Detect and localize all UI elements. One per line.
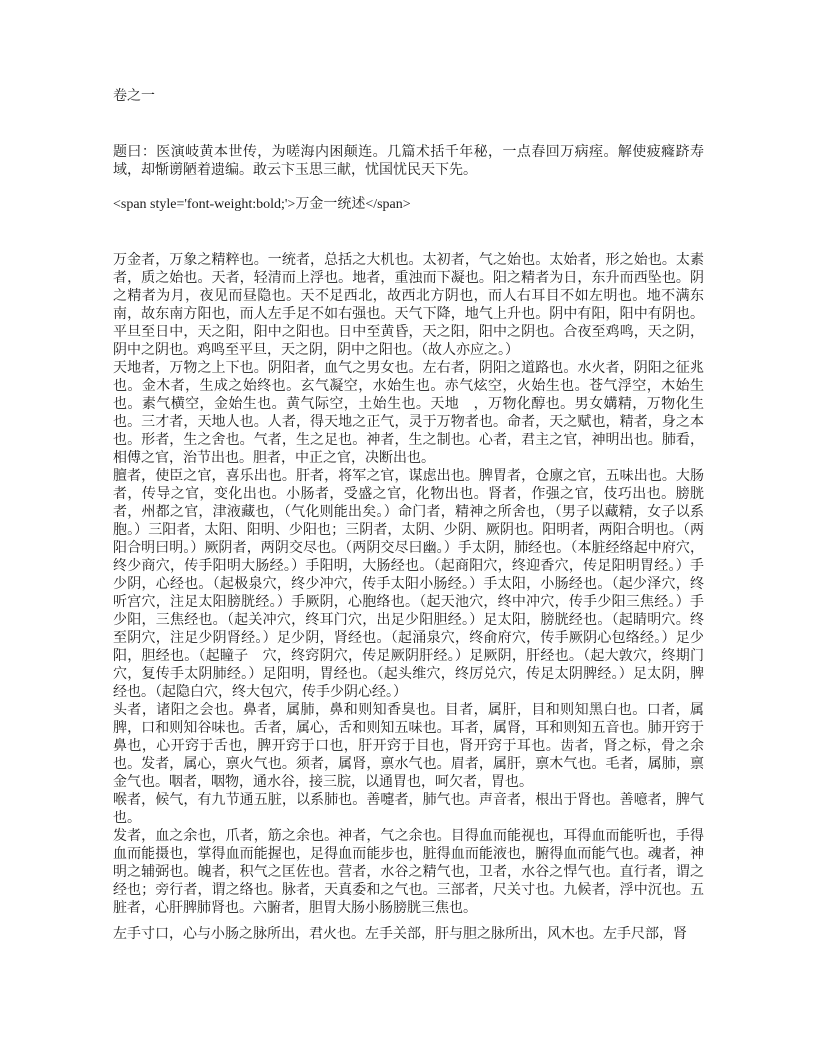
body-paragraph-7: 左手寸口，心与小肠之脉所出，君火也。左手关部，肝与胆之脉所出，风木也。左手尺部，肾 [113,927,687,942]
body-paragraph-1: 万金者，万象之精粹也。一统者，总括之大机也。太初者，气之始也。太始者，形之始也。太素者，质之始也。天者，轻清而上浮也。地者，重浊而下凝也。阳之精者为日，东升而西坠也。阴之精者为月，夜见而昼隐也。天不足西北，故西北方阴也，而人右耳目不如左明也。地不满东南，故东南方阳也，而人左手足不如右强也。天气下降，地气上升也。阴中有阳，阳中有阴也。平旦至日中，天之阳，阳中之阳也。日中至黄昏，天之阳，阳中之阴也。合夜至鸡鸣，天之阴，阴中之阴也。鸡鸣至平旦，天之阴，阴中之阳也。（故人亦应之。） [113,253,704,358]
body-paragraph-5: 喉者，候气，有九节通五脏，以系肺也。善嚏者，肺气也。声音者，根出于肾也。善噫者，脾气也。 [113,793,704,826]
body-paragraph-3: 膻者，使臣之官，喜乐出也。肝者，将军之官，谋虑出也。脾胃者，仓廪之官，五味出也。大肠者，传导之官，变化出也。小肠者，受盛之官，化物出也。肾者，作强之官，伎巧出也。膀胱者，州都之官，津液藏也，（气化则能出矣。）命门者，精神之所舍也，（男子以藏精，女子以系胞。）三阳者，太阳、阳明、少阳也；三阴者，太阴、少阴、厥阴也。阳明者，两阳合明也。（两阳合明曰明。）厥阴者，两阴交尽也。（两阴交尽曰幽。）手太阴，肺经也。（本脏经络起中府穴，终少商穴，传手阳明大肠经。）手阳明，大肠经也。（起商阳穴，终迎香穴，传足阳明胃经。）手少阴，心经也。（起极泉穴，终少冲穴，传手太阳小肠经。）手太阳，小肠经也。（起少泽穴，终听宫穴，注足太阳膀胱经。）手厥阴，心胞络也。（起天池穴，终中冲穴，传手少阳三焦经。）手少阳，三焦经也。（起关冲穴，终耳门穴，出足少阳胆经。）足太阳，膀胱经也。（起睛明穴。终至阴穴，注足少阴肾经。）足少阴，肾经也。（起涌泉穴，终俞府穴，传手厥阴心包络经。）足少阳，胆经也。（起瞳子 穴，终窍阴穴，传足厥阴肝经。）足厥阴，肝经也。（起大敦穴，终期门穴，复传手太阴肺经。）足阳明，胃经也。（起头维穴，终厉兑穴，传足太阴脾经。）足太阴，脾经也。（起隐白穴，终大包穴，传手少阴心经。） [113,469,704,700]
volume-title: 卷之一 [113,89,155,104]
body-text [113,252,704,944]
body-paragraph-6: 发者，血之余也，爪者，筋之余也。神者，气之余也。目得血而能视也，耳得血而能听也，手得血而能摄也，掌得血而能握也，足得血而能步也，脏得血而能液也，腑得血而能气也。魂者，神明之辅弼也。魄者，积气之匡佐也。营者，水谷之精气也，卫者，水谷之悍气也。直行者，谓之经也；旁行者，谓之络也。脉者，天真委和之气也。三部者，尺关寸也。九候者，浮中沉也。五脏者，心肝脾肺肾也。六腑者，胆胃大肠小肠膀胱三焦也。 [113,829,704,916]
unrendered-span-heading: <span style='font-weight:bold;'>万金一统述</span> [113,197,411,212]
body-paragraph-2: 天地者，万物之上下也。阴阳者，血气之男女也。左右者，阴阳之道路也。水火者，阴阳之征兆也。金木者，生成之始终也。玄气凝空，水始生也。赤气炫空，火始生也。苍气浮空，木始生也。素气横空，金始生也。黄气际空，土始生也。天地 ，万物化醇也。男女媾精，万物化生也。三才者，天地人也。人者，得天地之正气，灵于万物者也。命者，天之赋也，精者，身之本也。形者，生之舍也。气者，生之足也。神者，生之制也。心者，君主之官，神明出也。肺看，相傅之官，治节出也。胆者，中正之官，决断出也。 [113,361,704,466]
poem-paragraph: 题曰：医演岐黄本世传，为嗟海内困颠连。几篇术括千年秘，一点春回万病痓。解使疲癃跻寿域，却惭谫陋着遗编。敢云卞玉思三献，忧国忧民天下先。 [113,145,704,178]
body-paragraph-4: 头者，诸阳之会也。鼻者，属肺，鼻和则知香臭也。目者，属肝，目和则知黑白也。口者，属脾，口和则知谷味也。舌者，属心，舌和则知五味也。耳者，属肾，耳和则知五音也。肺开窍于鼻也，心开窍于舌也，脾开窍于口也，肝开窍于目也，肾开窍于耳也。齿者，肾之标，骨之余也。发者，属心，禀火气也。须者，属肾，禀水气也。眉者，属肝，禀木气也。毛者，属肺，禀金气也。咽者，咽物，通水谷，接三脘，以通胃也，呵欠者，胃也。 [113,703,704,790]
